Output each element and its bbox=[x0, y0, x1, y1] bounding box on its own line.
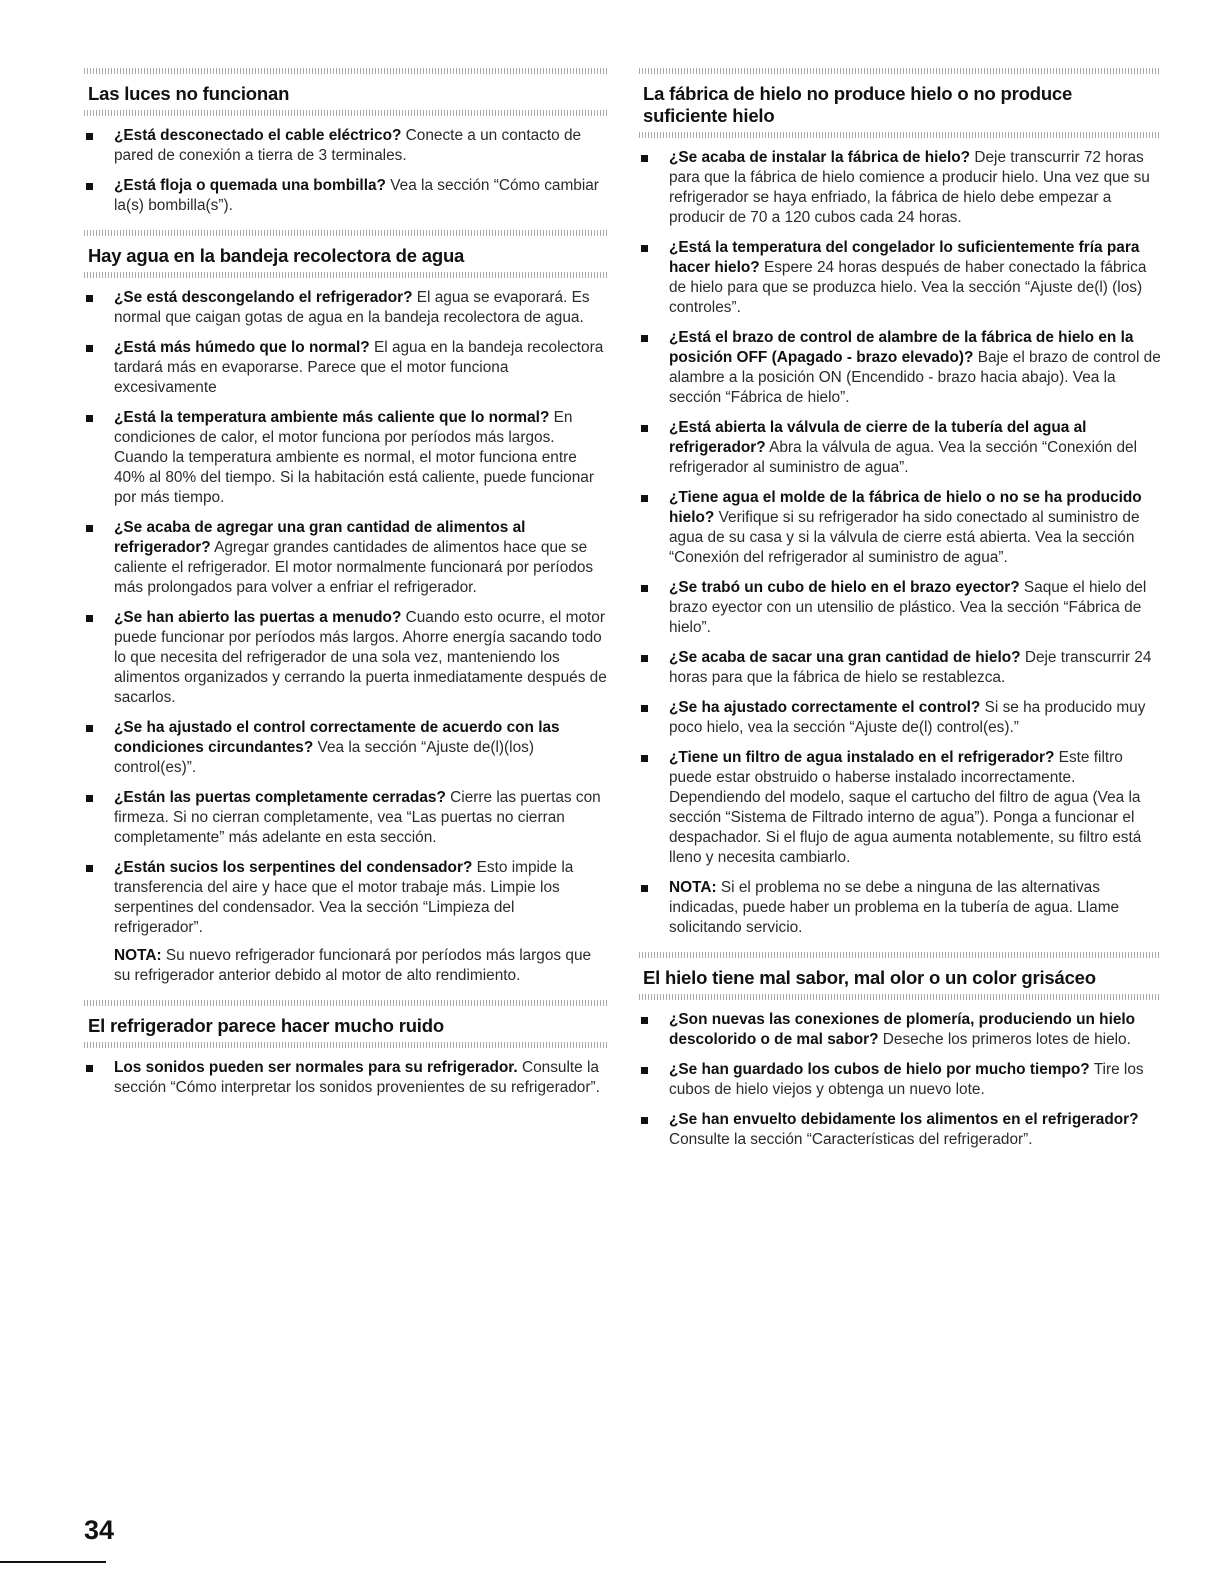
list-item bbox=[84, 176, 607, 216]
item-question: ¿Se han abierto las puertas a menudo? bbox=[114, 609, 402, 626]
list-item bbox=[84, 608, 607, 708]
list-item bbox=[84, 858, 607, 938]
list-item bbox=[639, 648, 1161, 688]
section-rule bbox=[84, 1000, 607, 1006]
item-question: ¿Están las puertas completamente cerradas? bbox=[114, 789, 446, 806]
item-question: ¿Se acaba de instalar la fábrica de hielo? bbox=[669, 149, 971, 166]
list-item bbox=[84, 788, 607, 848]
item-list bbox=[639, 148, 1161, 938]
item-question: ¿Se acaba de sacar una gran cantidad de hielo? bbox=[669, 649, 1021, 666]
item-answer: En condiciones de calor, el motor funciona por períodos más largos. Cuando la temperatura ambiente es normal, el motor funciona entre 40% al 80% del tiempo. Si la habitación está caliente, puede funcionar por más tiempo. bbox=[114, 409, 594, 506]
list-item bbox=[639, 418, 1161, 478]
item-answer: Este filtro puede estar obstruido o haberse instalado incorrectamente. Dependiendo del modelo, saque el cartucho del filtro de agua (Vea la sección “Sistema de Filtrado interno de agua”). Ponga a funcionar el despachador. Si el flujo de agua aumenta notablemente, su filtro está lleno y necesita cambiarlo. bbox=[669, 749, 1142, 866]
list-item bbox=[639, 238, 1161, 318]
item-answer: Deje transcurrir 72 horas para que la fábrica de hielo comience a producir hielo. Una vez que su refrigerador se haya enfriado, la fábrica de hielo debe empezar a producir de 70 a 120 cubos cada 24 horas. bbox=[669, 149, 1150, 226]
item-answer: Conecte a un contacto de pared de conexión a tierra de 3 terminales. bbox=[114, 127, 582, 164]
section-ice-taste bbox=[639, 952, 1161, 1150]
section-ice-maker bbox=[639, 68, 1161, 938]
item-answer: Abra la válvula de agua. Vea la sección “Conexión del refrigerador al suministro de agua”. bbox=[669, 439, 1137, 476]
section-rule bbox=[639, 994, 1161, 1000]
list-item bbox=[639, 578, 1161, 638]
section-lights bbox=[84, 68, 607, 216]
section-rule bbox=[84, 272, 607, 278]
item-question: ¿Son nuevas las conexiones de plomería, produciendo un hielo descolorido o de mal sabor? bbox=[669, 1011, 1136, 1048]
item-answer: Vea la sección “Ajuste de(l)(los) control(es)”. bbox=[114, 739, 534, 776]
item-question: ¿Está la temperatura ambiente más caliente que lo normal? bbox=[114, 409, 550, 426]
item-answer: Deje transcurrir 24 horas para que la fábrica de hielo se restablezca. bbox=[669, 649, 1152, 686]
list-item bbox=[84, 718, 607, 778]
item-question: ¿Está desconectado el cable eléctrico? bbox=[114, 127, 402, 144]
list-item bbox=[84, 518, 607, 598]
section-heading: La fábrica de hielo no produce hielo o no produce suficiente hielo bbox=[643, 83, 1073, 126]
item-answer: Si el problema no se debe a ninguna de las alternativas indicadas, puede haber un problema en la tubería de agua. Llame solicitando servicio. bbox=[669, 879, 1120, 936]
item-answer: Agregar grandes cantidades de alimentos hace que se caliente el refrigerador. El motor normalmente funcionará por períodos más prolongados para volver a enfriar el refrigerador. bbox=[114, 539, 594, 596]
footer-rule bbox=[0, 1561, 106, 1563]
list-item bbox=[84, 1058, 607, 1098]
item-question: ¿Se han envuelto debidamente los alimentos en el refrigerador? bbox=[669, 1111, 1139, 1128]
list-item bbox=[84, 408, 607, 508]
list-item bbox=[84, 338, 607, 398]
item-answer: Saque el hielo del brazo eyector con un utensilio de plástico. Vea la sección “Fábrica de hielo”. bbox=[669, 579, 1147, 636]
item-answer: El agua en la bandeja recolectora tardará más en evaporarse. Parece que el motor funciona excesivamente bbox=[114, 339, 604, 396]
section-rule bbox=[639, 68, 1161, 74]
item-question: ¿Están sucios los serpentines del condensador? bbox=[114, 859, 473, 876]
item-question: ¿Tiene agua el molde de la fábrica de hielo o no se ha producido hielo? bbox=[669, 489, 1142, 526]
item-answer: Espere 24 horas después de haber conectado la fábrica de hielo para que se produzca hielo. Vea la sección “Ajuste de(l) (los) controles”. bbox=[669, 259, 1147, 316]
item-list bbox=[639, 1010, 1161, 1150]
list-item bbox=[639, 488, 1161, 568]
section-water-tray bbox=[84, 230, 607, 986]
item-answer: Tire los cubos de hielo viejos y obtenga un nuevo lote. bbox=[669, 1061, 1144, 1098]
section-rule bbox=[639, 132, 1161, 138]
item-answer: Cierre las puertas con firmeza. Si no cierran completamente, vea “Las puertas no cierran completamente” más adelante en esta sección. bbox=[114, 789, 601, 846]
item-answer: Deseche los primeros lotes de hielo. bbox=[878, 1031, 1131, 1048]
list-item bbox=[639, 748, 1161, 868]
list-item bbox=[639, 148, 1161, 228]
left-column bbox=[84, 68, 607, 1112]
section-heading: El hielo tiene mal sabor, mal olor o un color grisáceo bbox=[643, 967, 1096, 988]
section-rule bbox=[84, 1042, 607, 1048]
item-answer: El agua se evaporará. Es normal que caigan gotas de agua en la bandeja recolectora de agua. bbox=[114, 289, 590, 326]
section-rule bbox=[84, 110, 607, 116]
item-question: ¿Está floja o quemada una bombilla? bbox=[114, 177, 386, 194]
item-answer: Verifique si su refrigerador ha sido conectado al suministro de agua de su casa y si la válvula de cierre está abierta. Vea la sección “Conexión del refrigerador al suministro de agua”. bbox=[669, 509, 1140, 566]
item-question: Los sonidos pueden ser normales para su refrigerador. bbox=[114, 1059, 518, 1076]
item-answer: Consulte la sección “Cómo interpretar los sonidos provenientes de su refrigerador”. bbox=[114, 1059, 600, 1096]
item-question: ¿Se ha ajustado correctamente el control? bbox=[669, 699, 981, 716]
list-item bbox=[639, 1110, 1161, 1150]
list-item bbox=[639, 698, 1161, 738]
list-item bbox=[639, 1060, 1161, 1100]
note-text: Su nuevo refrigerador funcionará por períodos más largos que su refrigerador anterior debido al motor de alto rendimiento. bbox=[114, 947, 592, 984]
page-number: 34 bbox=[84, 1515, 115, 1545]
item-answer: Vea la sección “Cómo cambiar la(s) bombilla(s”). bbox=[114, 177, 599, 214]
section-heading: El refrigerador parece hacer mucho ruido bbox=[88, 1015, 444, 1036]
section-heading: Las luces no funcionan bbox=[88, 83, 290, 104]
item-question: ¿Está el brazo de control de alambre de la fábrica de hielo en la posición OFF (Apagado - brazo elevado)? bbox=[669, 329, 1134, 366]
item-question: ¿Se han guardado los cubos de hielo por mucho tiempo? bbox=[669, 1061, 1090, 1078]
list-item bbox=[639, 328, 1161, 408]
item-question: ¿Está más húmedo que lo normal? bbox=[114, 339, 370, 356]
right-column bbox=[639, 68, 1161, 1164]
item-question: ¿Está abierta la válvula de cierre de la tubería del agua al refrigerador? bbox=[669, 419, 1087, 456]
section-rule bbox=[639, 952, 1161, 958]
list-item bbox=[639, 878, 1161, 938]
item-question: ¿Se está descongelando el refrigerador? bbox=[114, 289, 413, 306]
item-list bbox=[84, 126, 607, 216]
list-item bbox=[84, 126, 607, 166]
item-question: ¿Se trabó un cubo de hielo en el brazo eyector? bbox=[669, 579, 1020, 596]
item-answer: Cuando esto ocurre, el motor puede funcionar por períodos más largos. Ahorre energía sacando todo lo que necesita del refrigerador de una sola vez, manteniendo los alimentos organizados y cerrando la puerta inmediatamente después de sacarlos. bbox=[114, 609, 607, 706]
item-list bbox=[84, 288, 607, 938]
note bbox=[84, 946, 607, 986]
item-question: ¿Se ha ajustado el control correctamente de acuerdo con las condiciones circundantes? bbox=[114, 719, 560, 756]
item-question: NOTA: bbox=[669, 879, 717, 896]
section-rule bbox=[84, 68, 607, 74]
list-item bbox=[639, 1010, 1161, 1050]
section-noise bbox=[84, 1000, 607, 1098]
item-answer: Baje el brazo de control de alambre a la posición ON (Encendido - brazo hacia abajo). Vea la sección “Fábrica de hielo”. bbox=[669, 349, 1161, 406]
item-list bbox=[84, 1058, 607, 1098]
item-answer: Consulte la sección “Características del refrigerador”. bbox=[669, 1131, 1033, 1148]
section-rule bbox=[84, 230, 607, 236]
list-item bbox=[84, 288, 607, 328]
item-answer: Esto impide la transferencia del aire y hace que el motor trabaje más. Limpie los serpentines del condensador. Vea la sección “Limpieza del refrigerador”. bbox=[114, 859, 574, 936]
item-answer: Si se ha producido muy poco hielo, vea la sección “Ajuste de(l) control(es).” bbox=[669, 699, 1146, 736]
note-label: NOTA: bbox=[114, 947, 162, 964]
item-question: ¿Se acaba de agregar una gran cantidad de alimentos al refrigerador? bbox=[114, 519, 526, 556]
section-heading: Hay agua en la bandeja recolectora de agua bbox=[88, 245, 465, 266]
item-question: ¿Tiene un filtro de agua instalado en el refrigerador? bbox=[669, 749, 1055, 766]
item-question: ¿Está la temperatura del congelador lo suficientemente fría para hacer hielo? bbox=[669, 239, 1140, 276]
